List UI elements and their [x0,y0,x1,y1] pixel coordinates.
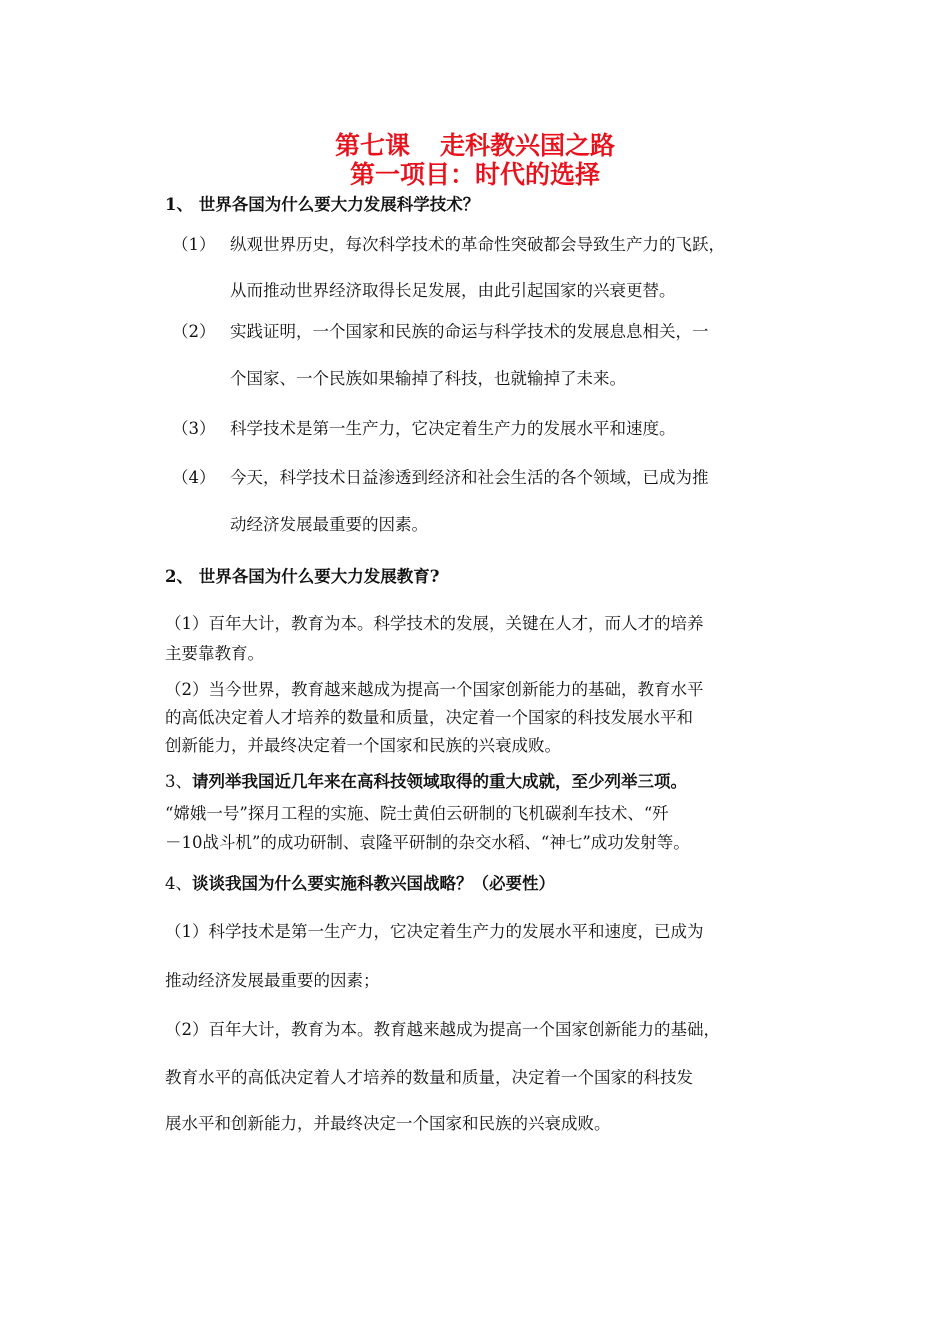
lesson-name: 走科教兴国之路 [440,131,616,160]
q4-para-2-line-1: （2）百年大计，教育为本。教育越来越成为提高一个国家创新能力的基础， [165,1020,720,1039]
question-4-text: 谈谈我国为什么要实施科教兴国战略？（必要性） [192,874,555,893]
q4-para-2-line-2: 教育水平的高低决定着人才培养的数量和质量，决定着一个国家的科技发 [165,1068,693,1087]
q1-item-1-line-1: 纵观世界历史，每次科学技术的革命性突破都会导致生产力的飞跃， [230,235,725,254]
question-3-heading [165,771,687,793]
q2-para-2-line-2: 的高低决定着人才培养的数量和质量，决定着一个国家的科技发展水平和 [165,708,693,727]
q1-item-2-line-1: 实践证明，一个国家和民族的命运与科学技术的发展息息相关，一 [230,322,709,341]
q1-item-3-number: （3） [172,419,216,438]
q1-item-2-number: （2） [172,322,216,341]
q2-para-1-line-1: （1）百年大计，教育为本。科学技术的发展，关键在人才，而人才的培养 [165,614,704,633]
q1-item-1-number: （1） [172,235,216,254]
q1-item-3-line-1: 科学技术是第一生产力，它决定着生产力的发展水平和速度。 [230,419,676,438]
question-4-heading [165,873,555,895]
q1-item-4-line-1: 今天，科学技术日益渗透到经济和社会生活的各个领域，已成为推 [230,468,709,487]
q3-answer-line-2: －10战斗机”的成功研制、袁隆平研制的杂交水稻、“神七”成功发射等。 [165,833,690,852]
question-2-heading: 2、 世界各国为什么要大力发展教育? [165,567,440,586]
q1-item-2-line-2: 个国家、一个民族如果输掉了科技，也就输掉了未来。 [230,369,626,388]
lesson-title [0,131,950,161]
section-title: 第一项目：时代的选择 [349,160,600,189]
q2-para-1-line-2: 主要靠教育。 [165,644,264,663]
q2-para-2-line-3: 创新能力，并最终决定着一个国家和民族的兴衰成败。 [165,736,561,755]
q2-para-2-line-1: （2）当今世界，教育越来越成为提高一个国家创新能力的基础，教育水平 [165,680,704,699]
question-3-text: 请列举我国近几年来在高科技领域取得的重大成就，至少列举三项。 [192,772,687,791]
q4-para-1-line-1: （1）科学技术是第一生产力，它决定着生产力的发展水平和速度，已成为 [165,922,704,941]
q1-item-4-line-2: 动经济发展最重要的因素。 [230,515,428,534]
q3-answer-line-1: “嫦娥一号”探月工程的实施、院士黄伯云研制的飞机碳刹车技术、“歼 [165,804,669,823]
q1-item-4-number: （4） [172,468,216,487]
lesson-number: 第七课 [334,131,410,160]
q1-item-1-line-2: 从而推动世界经济取得长足发展，由此引起国家的兴衰更替。 [230,281,676,300]
question-1-heading: 1、 世界各国为什么要大力发展科学技术？ [165,195,480,214]
question-3-number: 3、 [165,772,192,791]
question-4-number: 4、 [165,874,192,893]
q4-para-2-line-3: 展水平和创新能力，并最终决定一个国家和民族的兴衰成败。 [165,1114,611,1133]
q4-para-1-line-2: 推动经济发展最重要的因素； [165,971,380,990]
